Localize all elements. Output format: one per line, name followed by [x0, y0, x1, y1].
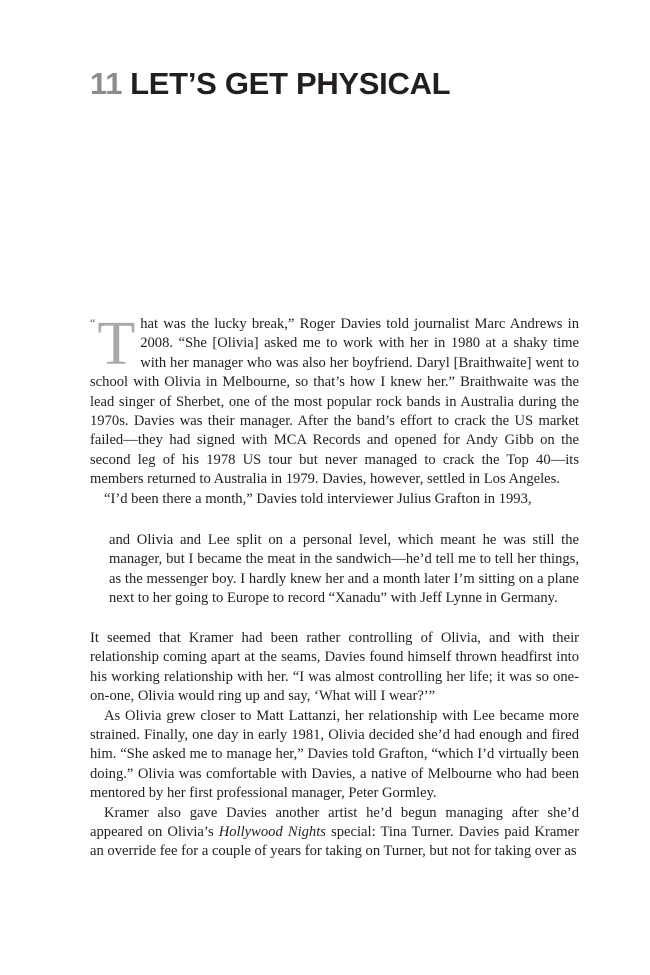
continuation-section: [90, 629, 579, 862]
opening-section: [90, 310, 579, 509]
chapter-heading: [90, 66, 450, 102]
paragraph-lattanzi: As Olivia grew closer to Matt Lattanzi, her relationship with Lee became more strained. Finally, one day in early 1981, Olivia decided she’d had enough and fired him. “She asked me to manage her,” Davies told Grafton, “which I’d virtually been doing.” Olivia was comfortable with Davies, a native of Melbourne who had been mentored by her first professional manager, Peter Gormley.: [90, 707, 579, 802]
paragraph-kramer-control: It seemed that Kramer had been rather controlling of Olivia, and with their relationship coming apart at the seams, Davies found himself thrown headfirst into his working relationship with her. “I was almost controlling her life; it was so one-on-one, Olivia would ring up and say, ‘What will I wear?’”: [90, 630, 579, 705]
block-quote: [109, 531, 579, 609]
chapter-title: LET’S GET PHYSICAL: [130, 66, 451, 101]
paragraph-intro-quote: “I’d been there a month,” Davies told interviewer Julius Grafton in 1993,: [104, 490, 532, 507]
chapter-number: 11: [90, 66, 123, 101]
dropcap-open-quote: “: [90, 316, 96, 330]
paragraph-text: hat was the lucky break,” Roger Davies told journalist Marc Andrews in 2008. “She [Olivia] asked me to work with her in 1980 at a shaky time with her manager who was also her boyfriend. Daryl [Braithwaite] went to school with Olivia in Melbourne, so that’s how I knew her.” Braithwaite was the lead singer of Sherbet, one of the most popular rock bands in Australia during the 1970s. Davies was their manager. After the band’s effort to crack the US market failed—they had signed with MCA Records and opened for Andy Gibb on the second leg of his 1978 US tour but never managed to crack the Top 40—its members returned to Australia in 1979. Davies, however, settled in Los Angeles.: [90, 316, 579, 488]
show-title: Hollywood Nights: [218, 824, 326, 841]
block-quote-text: and Olivia and Lee split on a personal level, which meant he was still the manager, but I became the meat in the sandwich—he’d tell me to tell her things, as the messenger boy. I hardly knew her and a month later I’m sitting on a plane next to her going to Europe to record “Xanadu” with Jeff Lynne in Germany.: [109, 532, 579, 607]
opening-paragraph: [90, 310, 579, 490]
dropcap-letter: T: [97, 310, 136, 378]
paragraph-text: Kramer also gave Davies another artist he’d begun managing after she’d appeared on Olivia’s: [90, 804, 579, 841]
paragraph-text: special: Tina Turner. Davies paid Kramer an override fee for a couple of years for taking on Turner, but not for taking over as: [90, 824, 579, 860]
paragraph-tina-turner: [90, 804, 579, 862]
